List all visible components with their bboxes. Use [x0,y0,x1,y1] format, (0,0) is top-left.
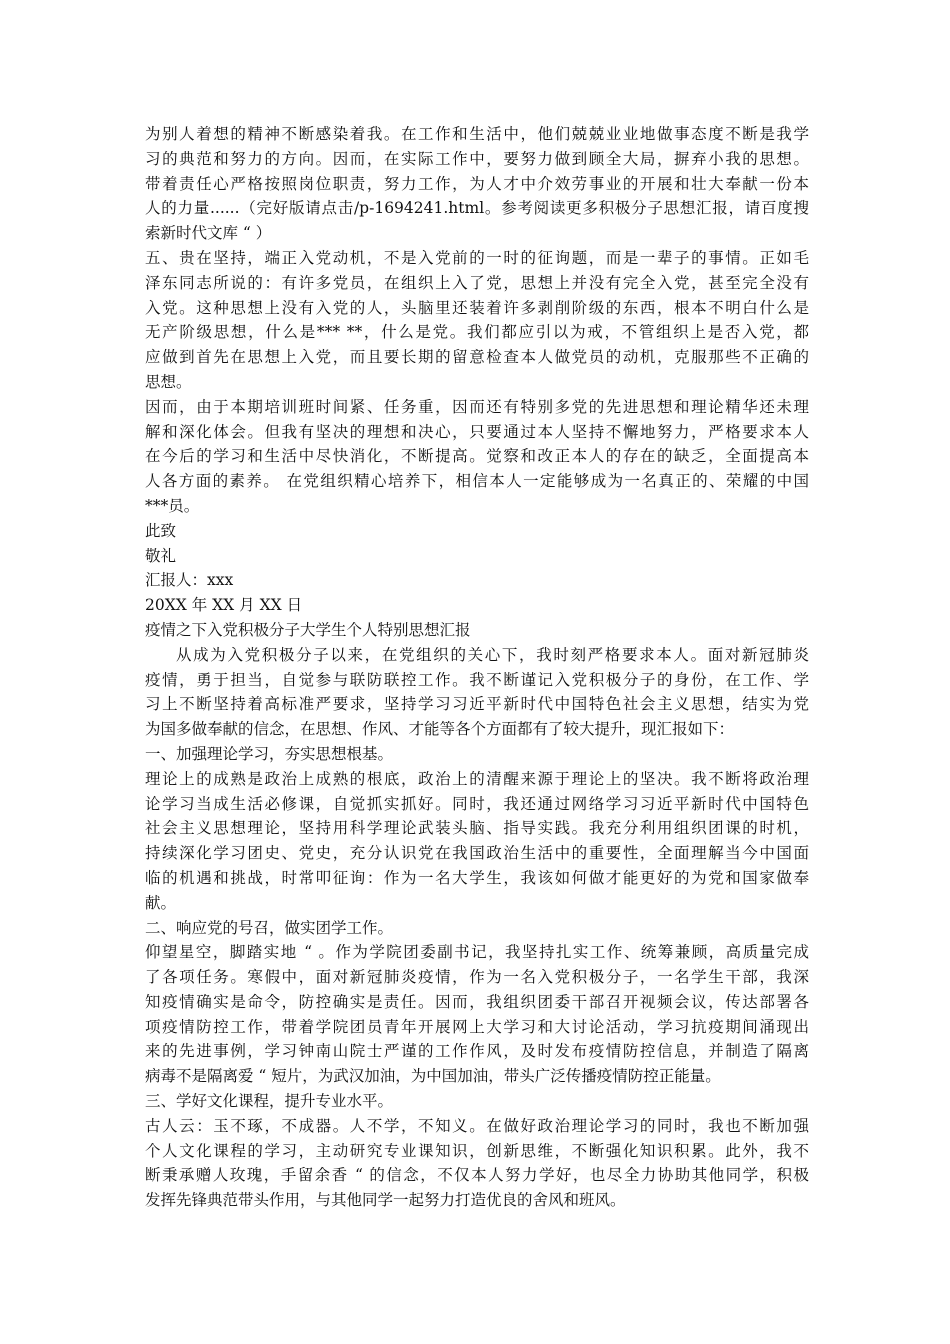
text-line: 因而，由于本期培训班时间紧、任务重，因而还有特别多党的先进思想和理论精华还未理 [145,397,809,416]
text-line: 为国多做奉献的信念，在思想、作风、才能等各个方面都有了较大提升，现汇报如下： [145,720,735,739]
text-line: 习上不断坚持着高标准严要求，坚持学习习近平新时代中国特色社会主义思想，结实为党 [145,695,809,714]
section-heading: 一、加强理论学习，夯实思想根基。 [145,744,394,763]
text-line: 习的典范和努力的方向。因而，在实际工作中，要努力做到顾全大局，摒弃小我的思想。 [145,149,809,168]
text-line: 持续深化学习团史、党史，充分认识党在我国政治生活中的重要性，全面理解当今中国面 [145,844,809,863]
section-heading-line: 五、贵在坚持，端正入党动机，不是入党前的一时的征询题，而是一辈子的事情。正如毛 [145,248,809,267]
text-line: 人的力量......（完好版请点击/p-1694241.html。参考阅读更多积极分子思想汇报，请百度搜 [145,199,809,218]
text-line: 带着责任心严格按照岗位职责，努力工作，为人才中介效劳事业的开展和壮大奉献一份本 [145,174,809,193]
text-line: 解和深化体会。但我有坚决的理想和决心，只要通过本人坚持不懈地努力，严格要求本人 [145,422,809,441]
section-heading: 三、学好文化课程，提升专业水平。 [145,1092,394,1111]
text-line: 在今后的学习和生活中尽快消化，不断提高。觉察和改正本人的存在的缺乏，全面提高本 [145,447,809,466]
text-line: 应做到首先在思想上入党，而且要长期的留意检查本人做党员的动机，克服那些不正确的 [145,348,809,367]
closing-line: 此致 [145,521,177,540]
text-line: 断秉承赠人玫瑰，手留余香 “ 的信念，不仅本人努力学好，也尽全力协助其他同学，积极 [145,1166,809,1185]
text-line: 来的先进事例，学习钟南山院士严谨的工作作风，及时发布疫情防控信息，并制造了隔离 [145,1042,809,1061]
text-line: ***员。 [145,496,200,515]
text-line: 索新时代文库 “ ） [145,224,272,243]
text-line: 入党。这种思想上没有入党的人，头脑里还装着许多剥削阶级的东西，根本不明白什么是 [145,298,809,317]
text-line: 个人文化课程的学习，主动研究专业课知识，创新思维，不断强化知识积累。此外，我不 [145,1141,809,1160]
text-line: 病毒不是隔离爱 “ 短片，为武汉加油，为中国加油，带头广泛传播疫情防控正能量。 [145,1067,721,1086]
text-line: 疫情，勇于担当，自觉参与联防联控工作。我不断谨记入党积极分子的身份，在工作、学 [145,670,809,689]
text-line: 泽东同志所说的：有许多党员，在组织上入了党，思想上并没有完全入党，甚至完全没有 [145,273,809,292]
text-line: 从成为入党积极分子以来，在党组织的关心下，我时刻严格要求本人。面对新冠肺炎 [176,645,809,664]
reporter-line: 汇报人：xxx [145,571,234,590]
text-line: 思想。 [145,372,192,391]
text-line: 人各方面的素养。 在党组织精心培养下，相信本人一定能够成为一名真正的、荣耀的中国 [145,472,809,491]
text-line: 献。 [145,893,177,912]
text-line: 项疫情防控工作，带着学院团员青年开展网上大学习和大讨论活动，学习抗疫期间涌现出 [145,1017,809,1036]
text-line: 社会主义思想理论，坚持用科学理论武装头脑、指导实践。我充分利用组织团课的时机， [145,819,809,838]
document-title: 疫情之下入党积极分子大学生个人特别思想汇报 [145,620,471,639]
text-line: 无产阶级思想，什么是*** **，什么是党。我们都应引以为戒，不管组织上是否入党，都 [145,323,809,342]
document-page [145,122,809,1213]
date-line: 20XX 年 XX 月 XX 日 [145,596,303,615]
closing-line: 敬礼 [145,546,177,565]
text-line: 古人云：玉不琢，不成器。人不学，不知义。在做好政治理论学习的同时，我也不断加强 [145,1116,809,1135]
text-line: 论学习当成生活必修课，自觉抓实抓好。同时，我还通过网络学习习近平新时代中国特色 [145,794,809,813]
section-heading: 二、响应党的号召，做实团学工作。 [145,918,394,937]
text-line: 了各项任务。寒假中，面对新冠肺炎疫情，作为一名入党积极分子，一名学生干部，我深 [145,968,809,987]
text-line: 知疫情确实是命令，防控确实是责任。因而，我组织团委干部召开视频会议，传达部署各 [145,992,809,1011]
text-line: 仰望星空，脚踏实地 “ 。作为学院团委副书记，我坚持扎实工作、统筹兼顾，高质量完成 [145,943,809,962]
text-line: 临的机遇和挑战，时常叩征询：作为一名大学生，我该如何做才能更好的为党和国家做奉 [145,868,809,887]
text-line: 为别人着想的精神不断感染着我。在工作和生活中，他们兢兢业业地做事态度不断是我学 [145,125,809,143]
text-line: 发挥先锋典范带头作用，与其他同学一起努力打造优良的舍风和班风。 [145,1191,626,1210]
text-line: 理论上的成熟是政治上成熟的根底，政治上的清醒来源于理论上的坚决。我不断将政治理 [145,769,809,788]
